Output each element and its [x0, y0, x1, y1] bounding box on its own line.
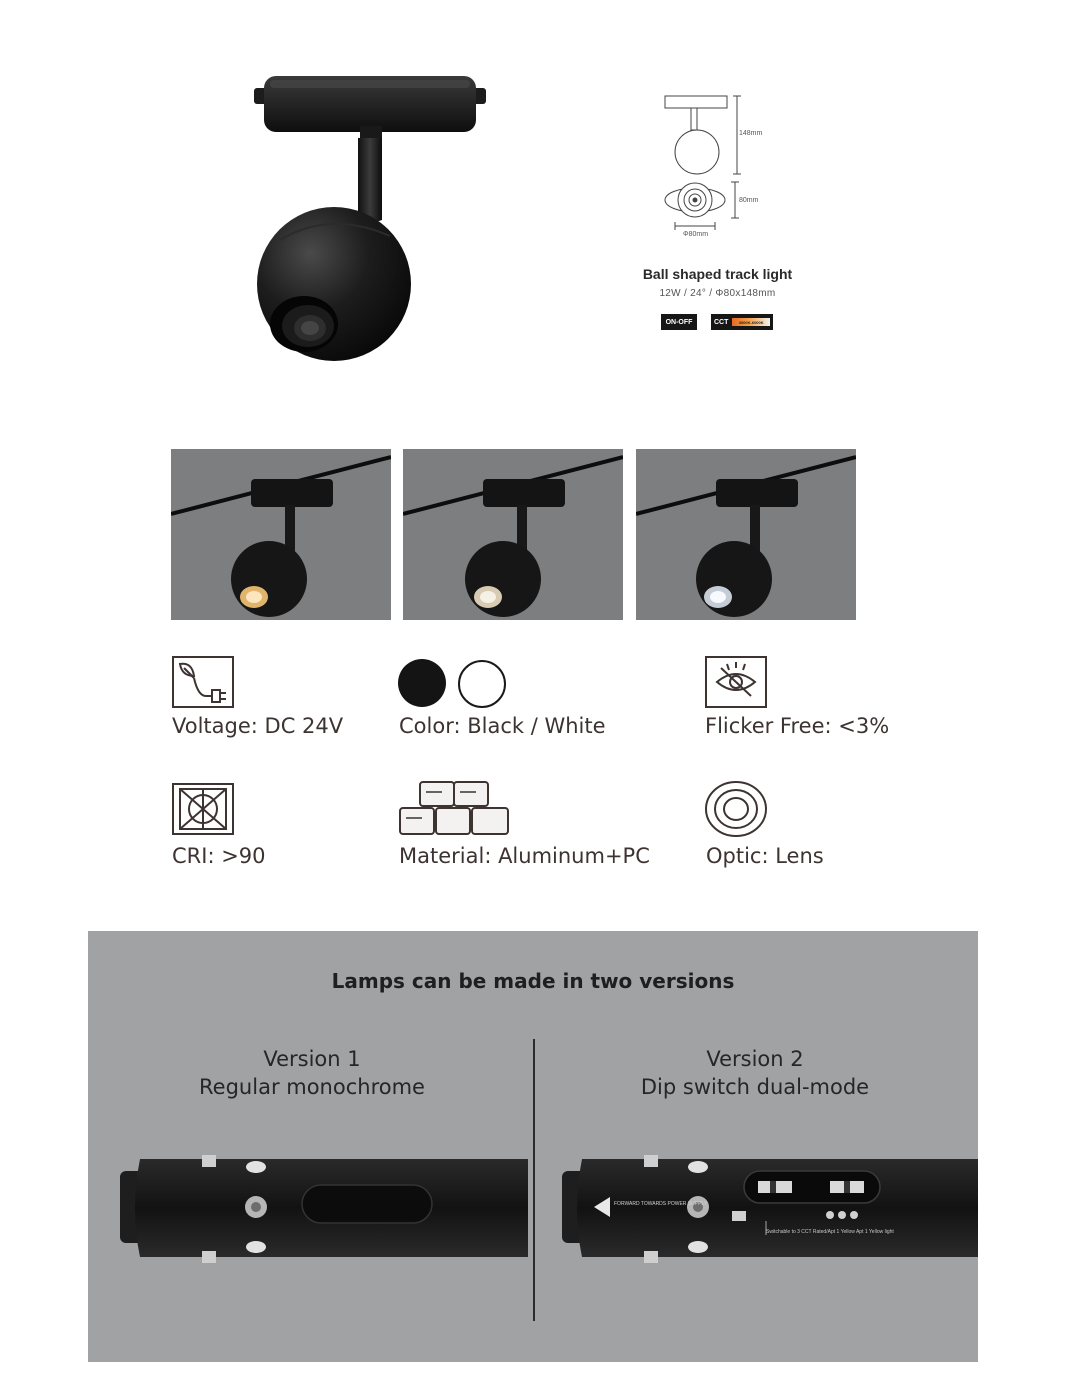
color-swatch-white [458, 660, 506, 708]
dimension-drawing [655, 90, 795, 250]
feature-cri: CRI: >90 [172, 844, 266, 868]
cct-range-bar: 3000K-6000K [732, 318, 770, 326]
dim-diameter-label: Φ80mm [683, 231, 709, 238]
adapter-image-version-2 [558, 1149, 978, 1269]
photo-cool-light [636, 449, 856, 620]
feature-color: Color: Black / White [399, 714, 606, 738]
feature-material: Material: Aluminum+PC [399, 844, 650, 868]
feature-optic: Optic: Lens [706, 844, 824, 868]
color-swatch-black [398, 659, 446, 707]
version-2-label: Version 2 [706, 1047, 804, 1071]
lamp-photo-warm [171, 449, 391, 620]
feature-voltage: Voltage: DC 24V [172, 714, 344, 738]
lamp-photo-neutral [403, 449, 623, 620]
version-1-heading [112, 1045, 512, 1101]
photo-warm-light [171, 449, 391, 620]
adapter-note-text: Switchable to 3 CCT Rated/Apt 1 Yellow Apt 1 Yellow light [766, 1229, 894, 1235]
version-1-label: Version 1 [263, 1047, 361, 1071]
adapter-arrow-text: FORWARD TOWARDS POWER SUPPLY [614, 1201, 708, 1207]
cri-prism-icon [172, 783, 234, 835]
on-off-badge: ON-OFF [661, 314, 697, 330]
material-blocks-icon [398, 780, 512, 838]
lens-rings-icon [704, 780, 768, 838]
product-specs: 12W / 24° / Φ80x148mm [659, 288, 776, 299]
product-title: Ball shaped track light [642, 266, 793, 282]
hero-product-image [240, 70, 500, 370]
version-2-description: Dip switch dual-mode [640, 1075, 870, 1099]
version-2-heading [555, 1045, 955, 1101]
versions-title: Lamps can be made in two versions [331, 969, 735, 993]
cct-badge-label: CCT [714, 318, 729, 326]
versions-panel [88, 931, 978, 1362]
adapter-image-version-1 [116, 1149, 528, 1269]
version-divider [533, 1039, 535, 1321]
photo-neutral-light [403, 449, 623, 620]
leaf-plug-icon [172, 656, 234, 708]
dim-depth-label: 80mm [739, 197, 759, 204]
flicker-free-eye-icon [705, 656, 767, 708]
dim-height-label: 148mm [739, 130, 763, 137]
lamp-photo-cool [636, 449, 856, 620]
feature-flicker: Flicker Free: <3% [705, 714, 890, 738]
cct-badge [711, 314, 773, 330]
version-1-description: Regular monochrome [199, 1075, 425, 1099]
